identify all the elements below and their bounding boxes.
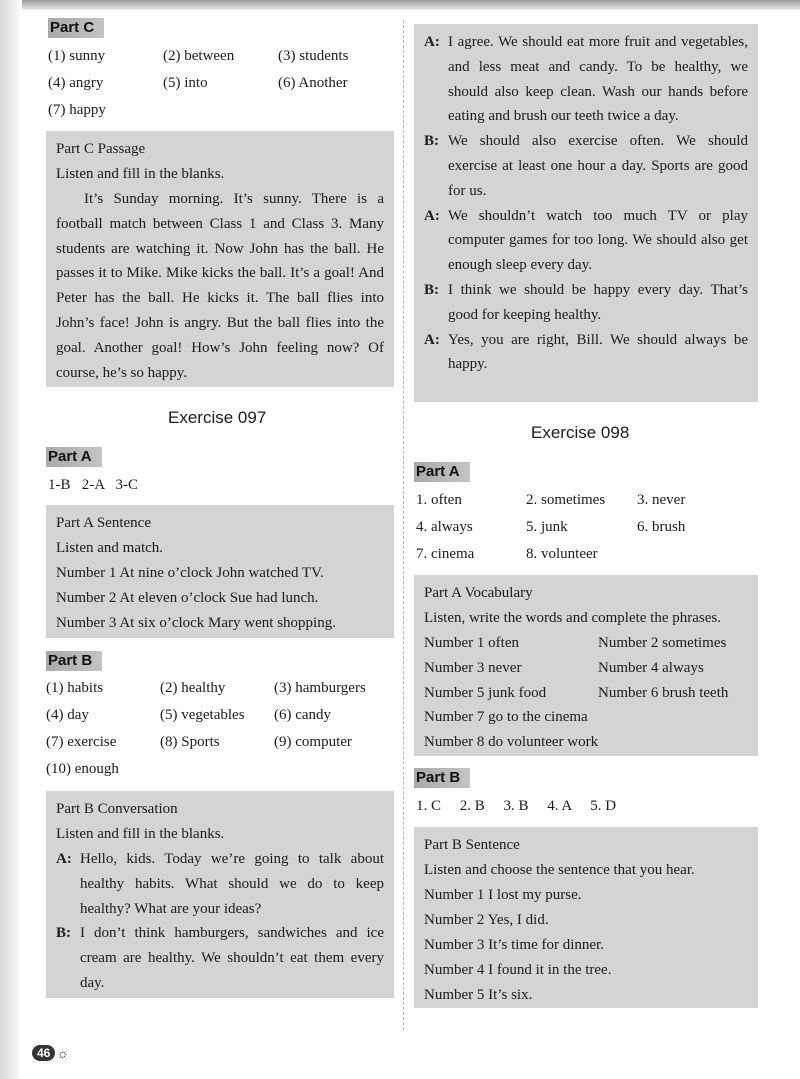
answer-row [48, 97, 348, 124]
vocab-row [424, 656, 748, 681]
dialog-text: We should also exercise often. We should exercise at least one hour a day. Sports are good for us. [448, 133, 748, 199]
answer: (1) sunny [48, 48, 106, 64]
dialog-turn [56, 921, 384, 995]
answer: (7) exercise [46, 734, 117, 750]
box-title: Part A Vocabulary [424, 585, 533, 601]
answer: (6) Another [278, 75, 348, 91]
answer: 1. often [416, 492, 462, 508]
answer-row [46, 702, 366, 729]
answer: (5) into [163, 75, 208, 91]
vocab-item: Number 7 go to the cinema [424, 709, 588, 726]
answer-row [48, 70, 348, 97]
part-a-label: Part A [46, 447, 102, 467]
vocab-row [424, 730, 748, 755]
answer: 6. brush [637, 519, 686, 535]
exercise-098-title: Exercise 098 [531, 423, 630, 442]
dialog-text: Yes, you are right, Bill. We should always be happy. [448, 331, 748, 373]
sentence-line: Number 1 I lost my purse. [424, 887, 582, 903]
sentence-line: Number 1 At nine o’clock John watched TV. [56, 565, 324, 581]
dialog-turn [424, 129, 748, 203]
answer: 3. never [637, 492, 686, 508]
part-a-label: Part A [414, 462, 470, 482]
answer: (9) computer [274, 734, 352, 750]
vocab-item: Number 8 do volunteer work [424, 734, 599, 751]
answer-row [46, 756, 366, 783]
box-instruction: Listen and choose the sentence that you hear. [424, 862, 695, 878]
dialog-turn [424, 204, 748, 278]
answer: (1) habits [46, 680, 104, 696]
answer-row [48, 43, 348, 70]
box-instruction: Listen and fill in the blanks. [56, 826, 225, 842]
box-instruction: Listen and fill in the blanks. [56, 166, 225, 182]
box-title: Part B Conversation [56, 801, 178, 817]
box-title: Part B Sentence [424, 837, 520, 853]
part-c-label: Part C [48, 18, 104, 38]
answer: (2) between [163, 48, 235, 64]
speaker-tag: A: [424, 331, 440, 348]
sentence-line: Number 2 Yes, I did. [424, 912, 549, 928]
sentence-line: Number 2 At eleven o’clock Sue had lunch. [56, 590, 319, 606]
answer-row [416, 514, 685, 541]
vocab-item: Number 5 junk food [424, 684, 547, 701]
speaker-tag: B: [424, 133, 439, 150]
dialog-turn [424, 328, 748, 378]
page-number [32, 1042, 68, 1064]
answer: 2. sometimes [526, 492, 606, 508]
dialog-text: I think we should be happy every day. That’s good for keeping healthy. [448, 281, 748, 323]
dialog-text: Hello, kids. Today we’re going to talk about healthy habits. What should we do to keep healthy? What are your ideas? [80, 851, 384, 917]
answer-row [46, 729, 366, 756]
vocab-item: Number 4 always [598, 659, 704, 676]
sunburst-icon: ☼ [56, 1045, 70, 1061]
vocab-row [424, 705, 748, 730]
answer: (4) day [46, 707, 89, 723]
speaker-tag: A: [424, 207, 440, 224]
answer: (10) enough [46, 761, 119, 777]
box-title: Part A Sentence [56, 515, 151, 531]
page-top-edge [0, 0, 800, 10]
sentence-line: Number 5 It’s six. [424, 987, 533, 1003]
dialog-text: We shouldn’t watch too much TV or play computer games for too long. We should also get enough sleep every day. [448, 207, 748, 274]
part-a-answers: 1-B 2-A 3-C [48, 477, 138, 493]
vocab-row [424, 681, 748, 706]
box-title: Part C Passage [56, 141, 146, 157]
sentence-line: Number 3 It’s time for dinner. [424, 937, 604, 953]
exercise-097-title: Exercise 097 [168, 408, 267, 427]
answer: (7) happy [48, 102, 106, 118]
dialog-turn [424, 30, 748, 129]
speaker-tag: A: [424, 34, 440, 50]
answer: 8. volunteer [526, 546, 598, 562]
sentence-line: Number 3 At six o’clock Mary went shopping. [56, 615, 336, 631]
answer-row [46, 675, 366, 702]
answer: (3) hamburgers [274, 680, 366, 696]
answer: (5) vegetables [160, 707, 245, 723]
answer: (8) Sports [160, 734, 220, 750]
passage-text: It’s Sunday morning. It’s sunny. There is a football match between Class 1 and Class 3. Many students are watching it. Now John has the ball. He passes it to Mike. Mike kicks the ball. It’s a goal! And Peter has the ball. He kicks it. The ball flies into John’s face! John is angry. But the ball flies into the goal. Another goal! How’s John feeling now? Of course, he’s so happy. [56, 191, 384, 381]
box-instruction: Listen and match. [56, 540, 164, 556]
speaker-tag: A: [56, 851, 72, 867]
answer: (6) candy [274, 707, 332, 723]
answer: 4. always [416, 519, 473, 535]
answer: 5. junk [526, 519, 568, 535]
part-a-answers [416, 487, 685, 568]
part-a-vocabulary-box [414, 575, 758, 756]
answer: (4) angry [48, 75, 104, 91]
part-a-sentence-box [46, 505, 394, 638]
answer-row [416, 541, 685, 568]
page-number-badge: 46 [32, 1045, 55, 1061]
part-b-sentence-box [414, 827, 758, 1008]
answer: (3) students [278, 48, 349, 64]
vocab-item: Number 6 brush teeth [598, 684, 729, 701]
vocab-row [424, 631, 748, 656]
dialog-turn [424, 278, 748, 328]
speaker-tag: B: [424, 281, 439, 298]
answer: (2) healthy [160, 680, 226, 696]
part-b-answers [46, 675, 366, 783]
part-b-answers: 1. C 2. B 3. B 4. A 5. D [416, 798, 617, 814]
column-divider [403, 20, 404, 1030]
box-instruction: Listen, write the words and complete the phrases. [424, 610, 721, 626]
vocab-item: Number 2 sometimes [598, 635, 727, 651]
part-c-answers [48, 43, 348, 124]
page-binding-shadow [0, 0, 22, 1079]
part-b-conversation-box [46, 791, 394, 998]
dialog-text: I don’t think hamburgers, sandwiches and ice cream are healthy. We shouldn’t eat them every day. [80, 925, 384, 991]
sentence-line: Number 4 I found it in the tree. [424, 962, 612, 978]
part-c-passage-box [46, 131, 394, 387]
part-b-label: Part B [46, 651, 102, 671]
speaker-tag: B: [56, 925, 71, 942]
continued-conversation-box [414, 24, 758, 402]
part-b-label: Part B [414, 768, 470, 788]
answer: 7. cinema [416, 546, 475, 562]
vocab-item: Number 3 never [424, 659, 522, 676]
vocab-item: Number 1 often [424, 635, 519, 651]
dialog-turn [56, 847, 384, 921]
dialog-text: I agree. We should eat more fruit and vegetables, and less meat and candy. To be healthy, we should also keep clean. Wash our hands before eating and brush our teeth twice a day. [448, 34, 748, 125]
answer-row [416, 487, 685, 514]
